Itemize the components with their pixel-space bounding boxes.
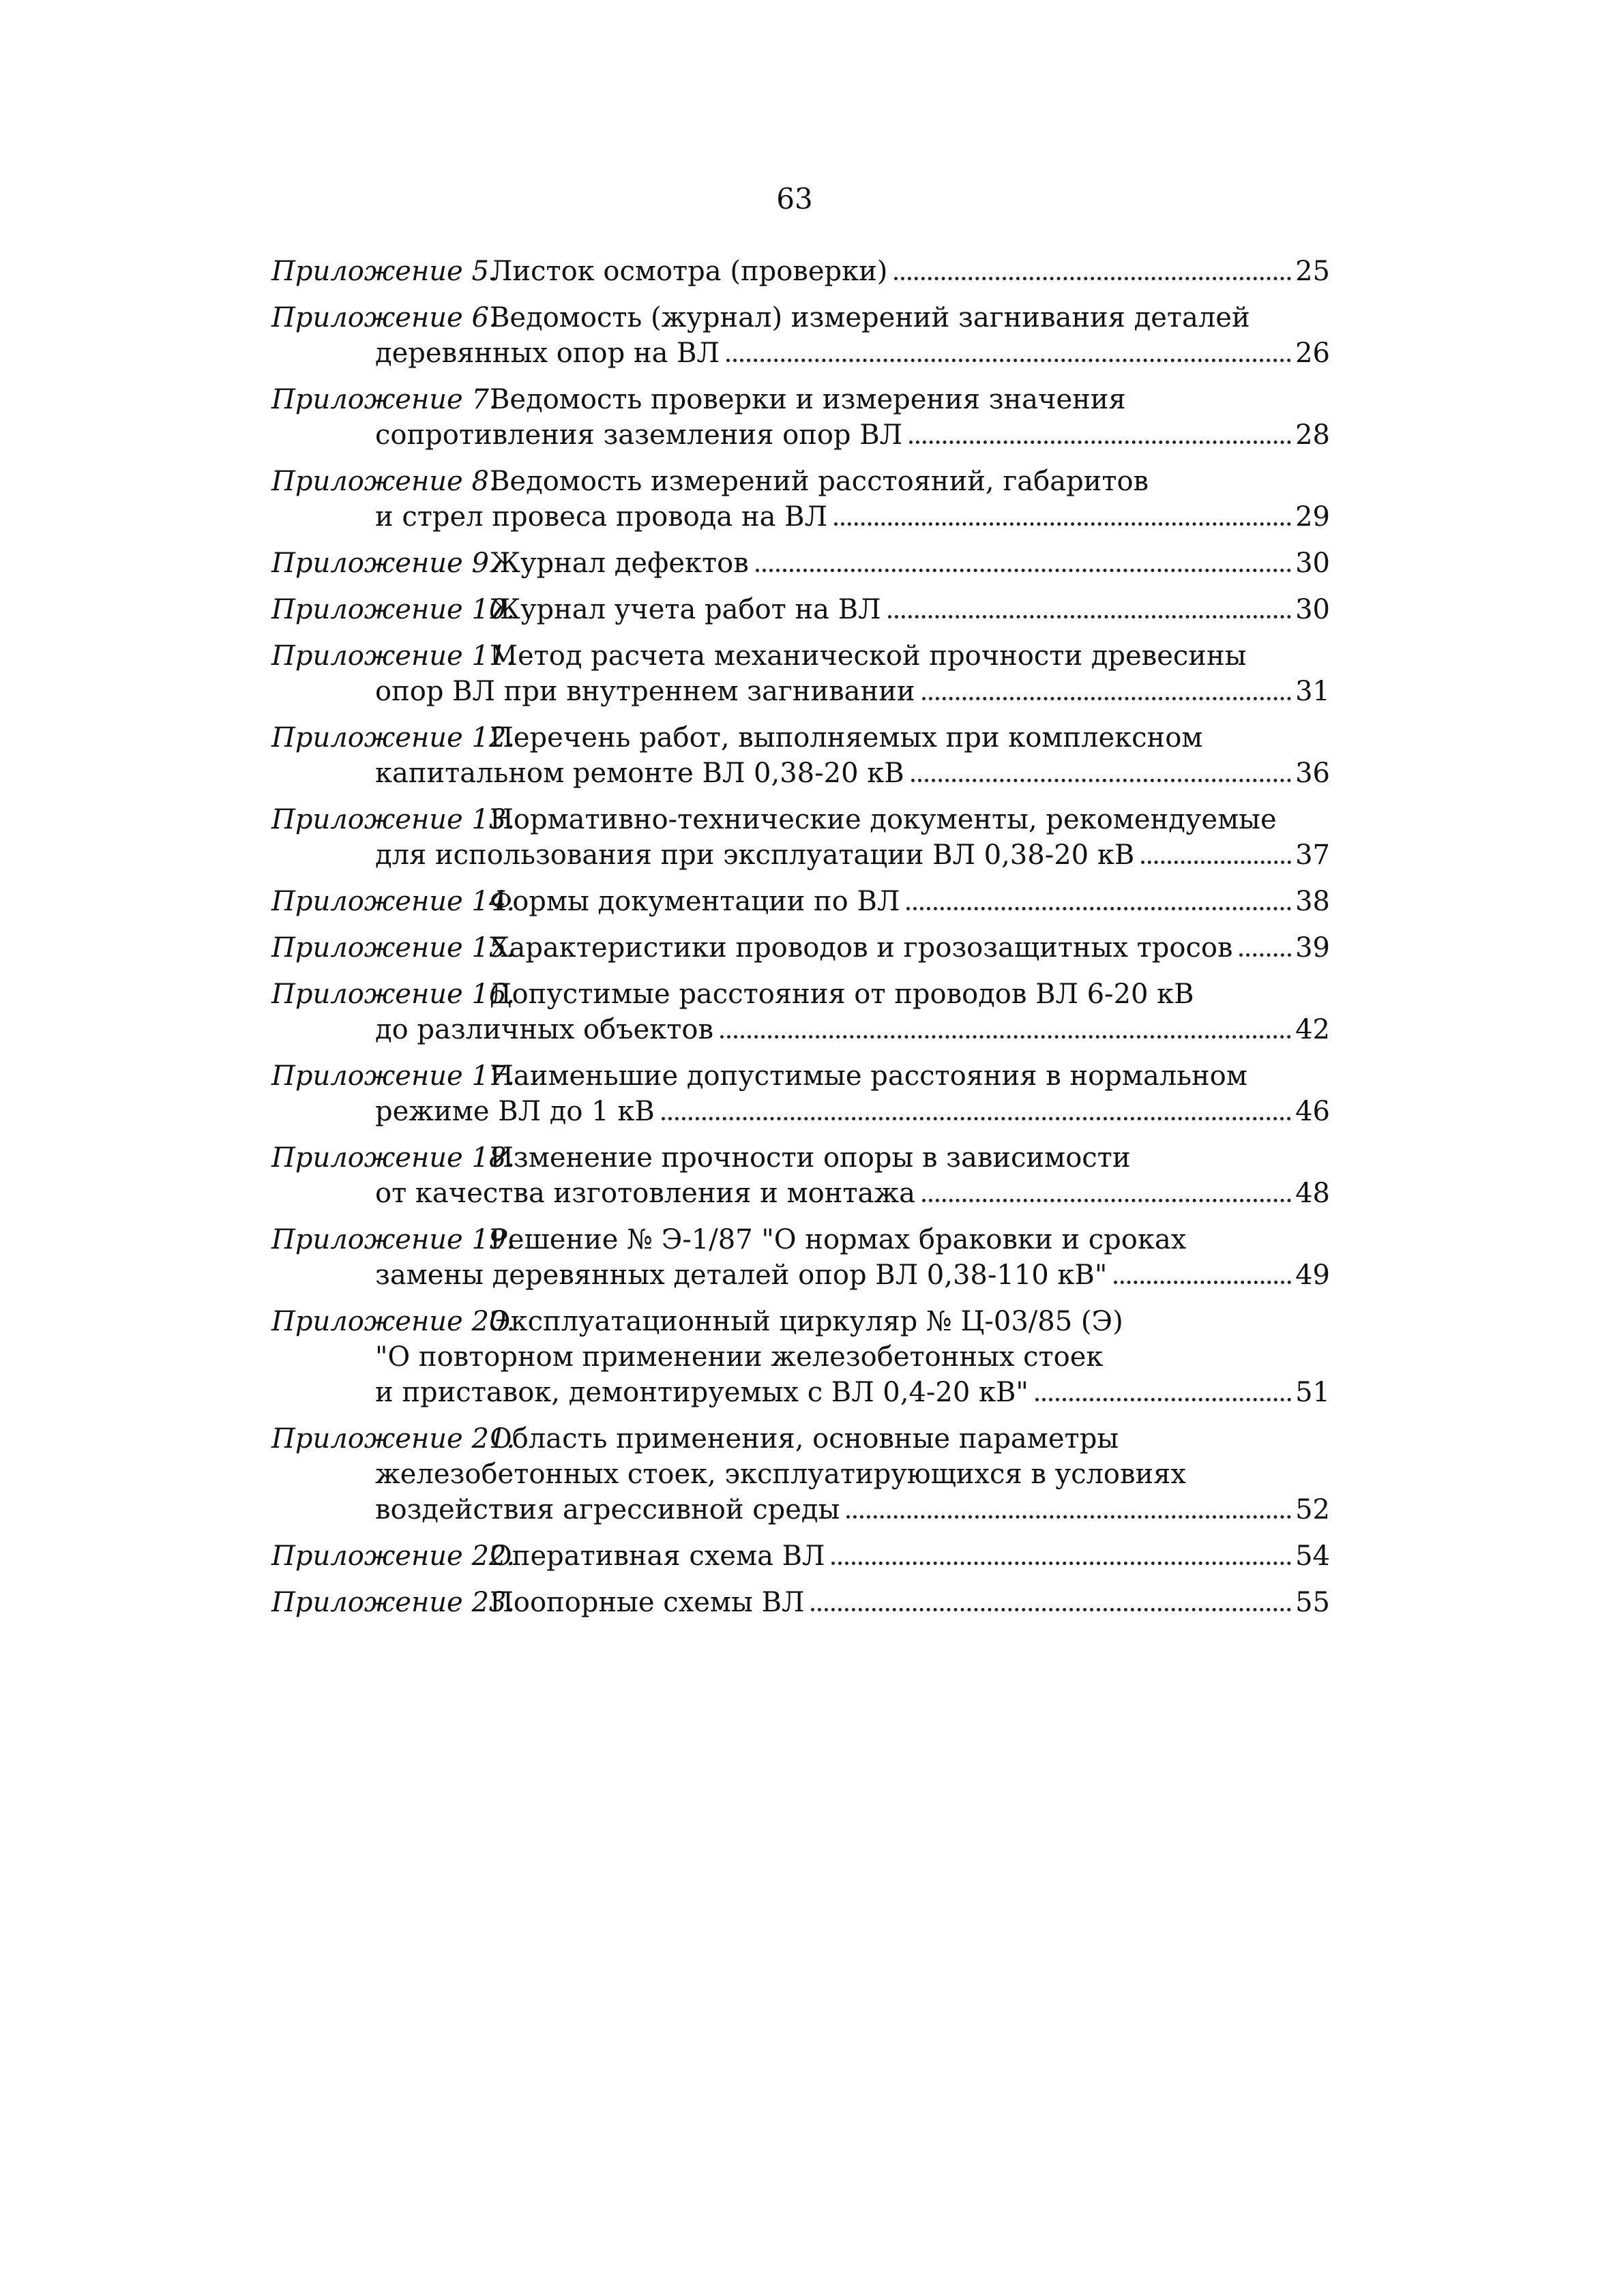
toc-entry — [271, 254, 1330, 289]
toc-entry-title-line: деревянных опор на ВЛ — [375, 338, 720, 369]
dot-leader — [811, 1608, 1291, 1611]
toc-entry-title-line: Перечень работ, выполняемых при комплексном — [490, 722, 1203, 754]
dot-leader — [720, 1035, 1291, 1039]
toc-entry-title-line: Метод расчета механической прочности древесины — [490, 640, 1247, 672]
toc-entry-title-line: Решение № Э-1/87 "О нормах браковки и сроках — [490, 1224, 1187, 1255]
toc-entry-page: 28 — [1295, 419, 1330, 451]
toc-entry-page: 42 — [1295, 1014, 1330, 1045]
toc-entry-page: 31 — [1295, 676, 1330, 707]
toc-entry — [271, 300, 1330, 371]
toc-entry — [271, 1058, 1330, 1129]
dot-leader — [922, 1199, 1291, 1202]
page-number: 63 — [776, 182, 813, 215]
toc-entry-label: Приложение 8. — [271, 466, 498, 497]
toc-entry — [271, 464, 1330, 535]
toc-entry-title-line: и приставок, демонтируемых с ВЛ 0,4-20 кВ" — [375, 1377, 1029, 1408]
toc-entry-label: Приложение 16. — [271, 979, 516, 1010]
toc-entry-label: Приложение 15. — [271, 932, 516, 964]
toc-entry-title-line: Допустимые расстояния от проводов ВЛ 6-20 кВ — [490, 979, 1194, 1010]
toc-entry-label: Приложение 7. — [271, 384, 498, 415]
toc-entry-label: Приложение 23. — [271, 1587, 516, 1618]
toc-entry-page: 30 — [1295, 548, 1330, 579]
toc-entry — [271, 1585, 1330, 1620]
toc-entry — [271, 546, 1330, 581]
toc-entry-label: Приложение 17. — [271, 1060, 516, 1092]
toc-entry-page: 25 — [1295, 256, 1330, 287]
dot-leader — [756, 569, 1291, 572]
toc-entry — [271, 1421, 1330, 1527]
toc-entry-label: Приложение 6. — [271, 302, 498, 333]
toc-entry-label: Приложение 11. — [271, 640, 516, 672]
toc-entry-title-line: Формы документации по ВЛ — [490, 886, 900, 917]
toc-entry-page: 39 — [1295, 932, 1330, 964]
dot-leader — [662, 1117, 1291, 1120]
dot-leader — [909, 441, 1291, 444]
toc-entry-title-line: Ведомость (журнал) измерений загнивания деталей — [490, 302, 1250, 333]
toc-entry-page: 48 — [1295, 1178, 1330, 1209]
dot-leader — [888, 615, 1292, 618]
toc-entry-title — [490, 1585, 1330, 1620]
toc-entry-page: 29 — [1295, 501, 1330, 533]
toc-entry-title-line: замены деревянных деталей опор ВЛ 0,38-110 кВ" — [375, 1259, 1108, 1291]
toc-entry-title-line: Наименьшие допустимые расстояния в нормальном — [490, 1060, 1247, 1092]
toc-entry-title — [490, 546, 1330, 581]
toc-entry-label: Приложение 22. — [271, 1540, 516, 1572]
dot-leader — [1114, 1281, 1291, 1284]
toc-entry-title-line: капитальном ремонте ВЛ 0,38-20 кВ — [375, 758, 904, 789]
toc-entry-title-line: Характеристики проводов и грозозащитных тросов — [490, 932, 1233, 964]
toc-entry-page: 30 — [1295, 594, 1330, 625]
dot-leader — [1239, 953, 1291, 957]
toc-entry-label: Приложение 18. — [271, 1142, 516, 1174]
toc-entry — [271, 1140, 1330, 1211]
toc-entry-label: Приложение 9. — [271, 548, 498, 579]
toc-entry-title-line: "О повторном применении железобетонных стоек — [375, 1341, 1104, 1373]
toc-entry-title — [490, 592, 1330, 627]
toc-entry-title-line: до различных объектов — [375, 1014, 713, 1045]
dot-leader — [834, 522, 1291, 526]
toc-entry-title-line: Оперативная схема ВЛ — [490, 1540, 825, 1572]
toc-entry-title-line: Журнал учета работ на ВЛ — [490, 594, 881, 625]
toc-entry — [271, 382, 1330, 453]
toc-entry-page: 37 — [1295, 839, 1330, 871]
toc-entry-label: Приложение 10. — [271, 594, 516, 625]
toc-entry — [271, 976, 1330, 1047]
dot-leader — [922, 697, 1292, 700]
table-of-contents — [271, 254, 1330, 1631]
toc-entry — [271, 930, 1330, 966]
toc-entry — [271, 638, 1330, 709]
toc-entry-title-line: и стрел провеса провода на ВЛ — [375, 501, 827, 533]
toc-entry-title-line: железобетонных стоек, эксплуатирующихся в условиях — [375, 1459, 1186, 1490]
toc-entry-title-line: Ведомость проверки и измерения значения — [490, 384, 1126, 415]
toc-entry-title-line: Ведомость измерений расстояний, габаритов — [490, 466, 1149, 497]
toc-entry-label: Приложение 13. — [271, 804, 516, 835]
toc-entry-page: 46 — [1295, 1096, 1330, 1127]
toc-entry-title-line: для использования при эксплуатации ВЛ 0,38-20 кВ — [375, 839, 1135, 871]
toc-entry-title-line: режиме ВЛ до 1 кВ — [375, 1096, 655, 1127]
toc-entry-title-line: воздействия агрессивной среды — [375, 1494, 840, 1525]
toc-entry-page: 54 — [1295, 1540, 1330, 1572]
toc-entry-label: Приложение 21. — [271, 1423, 516, 1455]
toc-entry-label: Приложение 14. — [271, 886, 516, 917]
toc-entry-page: 38 — [1295, 886, 1330, 917]
toc-entry-label: Приложение 12. — [271, 722, 516, 754]
toc-entry-page: 55 — [1295, 1587, 1330, 1618]
toc-entry-title-line: сопротивления заземления опор ВЛ — [375, 419, 903, 451]
dot-leader — [726, 359, 1291, 362]
toc-entry-page: 52 — [1295, 1494, 1330, 1525]
toc-entry — [271, 884, 1330, 919]
toc-entry-title — [490, 1538, 1330, 1574]
dot-leader — [1141, 861, 1291, 864]
toc-entry-page: 26 — [1295, 338, 1330, 369]
toc-entry-title-line: Поопорные схемы ВЛ — [490, 1587, 805, 1618]
toc-entry-title-line: Журнал дефектов — [490, 548, 749, 579]
toc-entry-title-line: опор ВЛ при внутреннем загнивании — [375, 676, 915, 707]
toc-entry-title-line: Листок осмотра (проверки) — [490, 256, 888, 287]
toc-entry — [271, 592, 1330, 627]
dot-leader — [1035, 1398, 1291, 1401]
dot-leader — [831, 1562, 1291, 1565]
toc-entry-label: Приложение 5. — [271, 256, 498, 287]
toc-entry-title-line: Область применения, основные параметры — [490, 1423, 1119, 1455]
toc-entry-page: 51 — [1295, 1377, 1330, 1408]
toc-entry-title — [490, 930, 1330, 966]
dot-leader — [906, 907, 1291, 910]
dot-leader — [894, 277, 1291, 280]
toc-entry — [271, 1222, 1330, 1293]
toc-entry-page: 49 — [1295, 1259, 1330, 1291]
toc-entry — [271, 802, 1330, 873]
dot-leader — [846, 1515, 1291, 1519]
toc-entry-title-line: от качества изготовления и монтажа — [375, 1178, 915, 1209]
toc-entry — [271, 720, 1330, 791]
toc-entry — [271, 1304, 1330, 1410]
toc-entry-title-line: Изменение прочности опоры в зависимости — [490, 1142, 1131, 1174]
toc-entry-title — [490, 254, 1330, 289]
toc-entry-title-line: Эксплуатационный циркуляр № Ц-03/85 (Э) — [490, 1306, 1123, 1337]
dot-leader — [911, 779, 1291, 782]
toc-entry-title — [490, 884, 1330, 919]
toc-entry-label: Приложение 19. — [271, 1224, 516, 1255]
toc-entry-label: Приложение 20. — [271, 1306, 516, 1337]
toc-entry-page: 36 — [1295, 758, 1330, 789]
toc-entry — [271, 1538, 1330, 1574]
toc-entry-title-line: Нормативно-технические документы, рекомендуемые — [490, 804, 1277, 835]
